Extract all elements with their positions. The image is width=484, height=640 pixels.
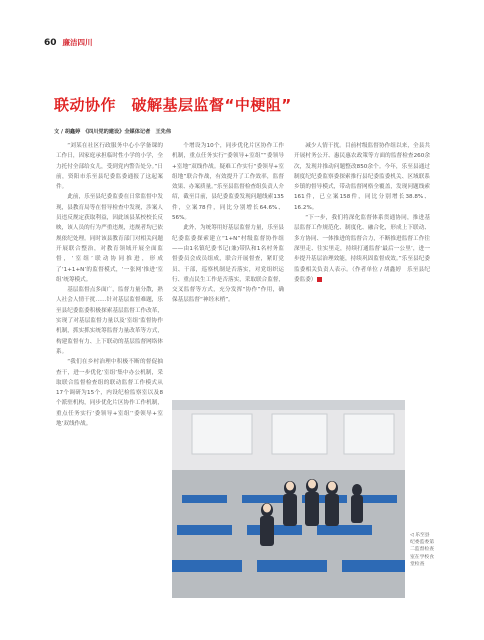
article-title: 联动协作 破解基层监督“中梗阻” — [54, 96, 292, 114]
paragraph: “刘某在社区行政服务中心小学备课的工作日，因家庭承担临时性小学的小学，全力托付全部给女儿，受到党内警告处分。”日前，资阳市乐至县纪委监委通报了这起案件。 — [56, 143, 163, 191]
paragraph: 此前，乐至县纪委监委在日常监督中发现，县教育局等在督导检查中发现，涉案人员违反规定获取利益，因此该县某校校长反映，该人员的行为严重违规，违规者均已依规依纪处理。同时该县教育部门对相关问题开展联合整治，对教育领域开展全面监督，‘室组’联动协同推进，形成了‘1+1+N’的监督模式，‘一张网’推进‘室组’统筹模式。 — [56, 194, 163, 283]
paragraph: 基层监督点多面广，监督力量分散，熟人社会人情干扰……针对基层监督难题，乐至县纪委监委积极探索基层监督工作改革，实现了对基层监督力量以及‘室组’监督协作机制，抓实抓实统筹监督力量改革等方式，构建监督有力、上下联动的基层监督网络体系。 — [56, 287, 163, 355]
page-header — [44, 37, 93, 48]
photo-caption: ◁ 乐至县纪委监委第二监督检查室在学校食堂检查 — [410, 533, 434, 567]
article-byline: 文 / 胡鑫婷 《四川党的建设》全媒体记者 王先伟 — [54, 129, 172, 135]
text-column-3 — [294, 141, 430, 285]
paragraph: 减少人情干扰。目前村级监督协作组以来，全县共开展村务公开、惠民惠农政策等方面的监督检查260余次，发现并推动问题整改850余个。今年，乐至县通过制度纪纪委监察委探索推行县纪委监委机关、区域联系乡镇的督导模式，带动监督网格全覆盖，发现问题线索161件，已立案158件，同比分别增长38.8%、16.2%。 — [294, 143, 430, 211]
paragraph: 个增设为10个，同步优化片区协作工作机制，重点任务实行“委领导+室组”“委领导+室地”双线作战。疑难工作实行“委领导+室组地”联合作战，有效提升了工作效率，监督效果、办案质量。”乐至县监督检查组负责人介绍，截至目前，县纪委监委发现问题线索135件，立案78件，同比分别增长64.6%、56%。 — [172, 143, 284, 222]
paragraph: 此外，为统筹用好基层监督力量，乐至县纪委监委探索建立“1+N”村级监督协作组——由1名镇纪委书记(兼)带队和1名村务监督委员会成员组成，联合开展督查，紧盯党员、干部，巡察机制是否落实，对党组织运行、重点民生工作是否落实，采取联合监督，交叉监督等方式，充分发挥“协作”作用，确保基层监督“神经末梢”。 — [172, 225, 284, 304]
magazine-name: 廉洁四川 — [62, 38, 93, 47]
paragraph-text: “下一步，我们将深化监督体系贯通协同，推进基层监督工作规范化、制度化、融合化，形成上下联动、多方协同、一体推进的监督合力，不断推进监督工作往深里走、往实里走，持续打通监督‘最后一公里’，进一步提升基层治理效能，持续巩固监督成效。”乐至县纪委监委相关负责人表示。（作者单位 / 胡鑫婷 乐至县纪委监委） — [294, 215, 430, 283]
page-number: 60 — [44, 38, 57, 48]
article-photo — [172, 400, 405, 598]
paragraph: “我们在乡村治理中积极不断的督促抽查干，进一步优化‘室组’集中办公机制，采取联合监督检查组的联动监督工作模式从17个调研为15个，内设纪检监察室以及8个派驻机构，同步优化片区协作工作机制，重点任务实行‘委领导+室组’‘委领导+室地’双线作战。 — [56, 359, 163, 428]
cafeteria-photo-illustration — [172, 400, 405, 598]
text-column-1 — [56, 141, 163, 429]
end-mark-icon — [317, 277, 322, 282]
paragraph — [294, 213, 430, 285]
text-column-2 — [172, 141, 284, 306]
